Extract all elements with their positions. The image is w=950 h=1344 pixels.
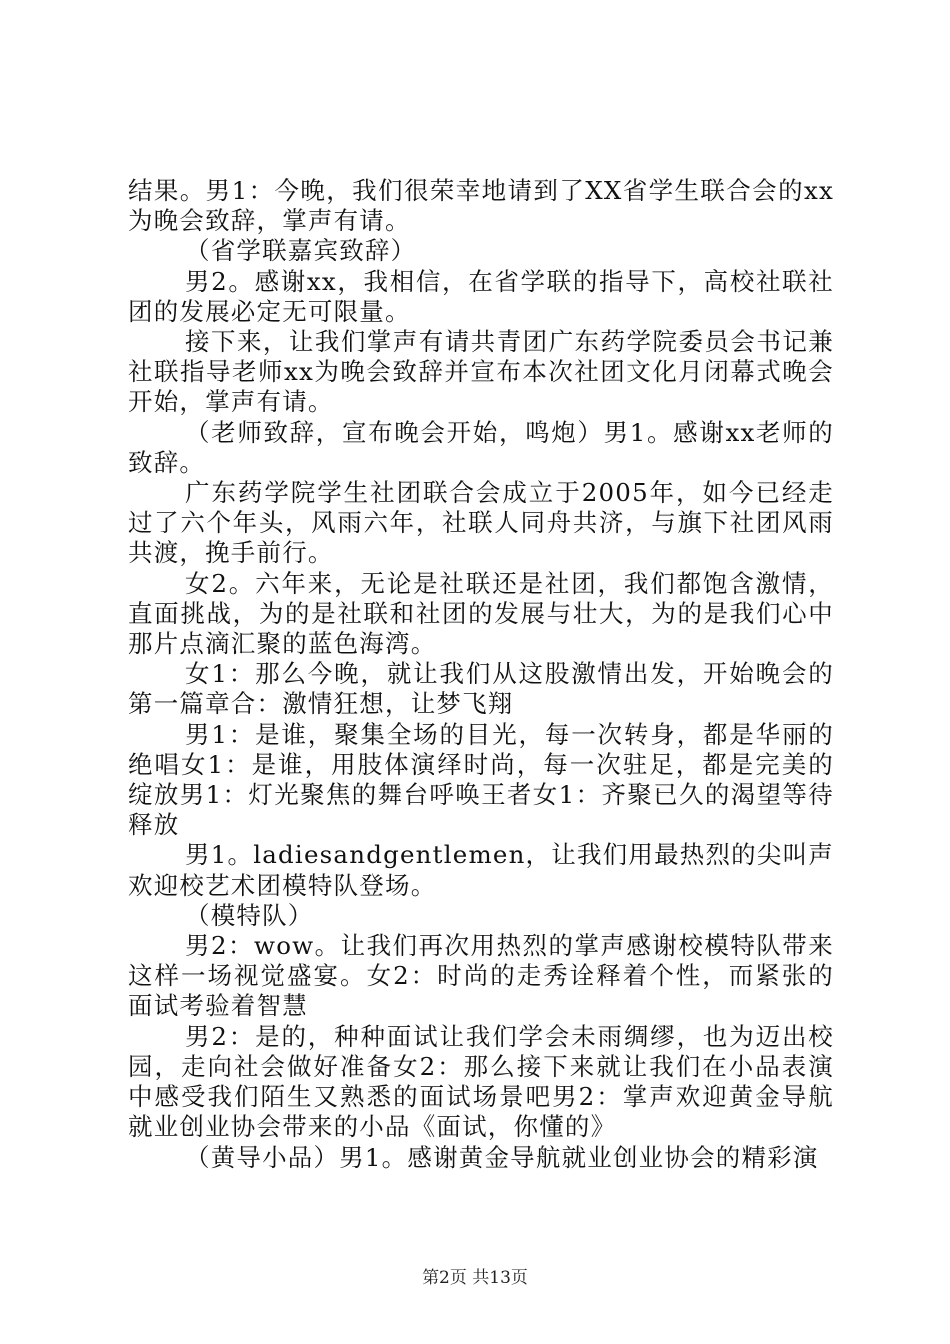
paragraph: 结果。男1：今晚，我们很荣幸地请到了XX省学生联合会的xx为晚会致辞，掌声有请。: [128, 176, 834, 236]
paragraph: 男2：是的，种种面试让我们学会未雨绸缪，也为迈出校园，走向社会做好准备女2：那么接下来就让我们在小品表演中感受我们陌生又熟悉的面试场景吧男2：掌声欢迎黄金导航就业创业协会带来的小品《面试，你懂的》: [128, 1021, 834, 1142]
paragraph: 接下来，让我们掌声有请共青团广东药学院委员会书记兼社联指导老师xx为晚会致辞并宣布本次社团文化月闭幕式晚会开始，掌声有请。: [128, 327, 834, 417]
document-body: [128, 176, 834, 1173]
paragraph: 男1：是谁，聚集全场的目光，每一次转身，都是华丽的绝唱女1：是谁，用肢体演绎时尚，每一次驻足，都是完美的绽放男1：灯光聚焦的舞台呼唤王者女1：齐聚已久的渴望等待释放: [128, 719, 834, 840]
paragraph: 男1。ladiesandgentlemen，让我们用最热烈的尖叫声欢迎校艺术团模特队登场。: [128, 840, 834, 900]
paragraph: 男2：wow。让我们再次用热烈的掌声感谢校模特队带来这样一场视觉盛宴。女2：时尚的走秀诠释着个性，而紧张的面试考验着智慧: [128, 931, 834, 1021]
paragraph: 男2。感谢xx，我相信，在省学联的指导下，高校社联社团的发展必定无可限量。: [128, 266, 834, 326]
paragraph: 广东药学院学生社团联合会成立于2005年，如今已经走过了六个年头，风雨六年，社联人同舟共济，与旗下社团风雨共渡，挽手前行。: [128, 478, 834, 568]
paragraph: 女1：那么今晚，就让我们从这股激情出发，开始晚会的第一篇章合：激情狂想，让梦飞翔: [128, 659, 834, 719]
paragraph: （省学联嘉宾致辞）: [185, 236, 417, 266]
page-number-footer: 第2页 共13页: [422, 1268, 528, 1288]
paragraph: （黄导小品）男1。感谢黄金导航就业创业协会的精彩演: [185, 1142, 819, 1172]
paragraph: （模特队）: [185, 900, 314, 930]
paragraph: （老师致辞，宣布晚会开始，鸣炮）男1。感谢xx老师的致辞。: [128, 417, 834, 477]
paragraph: 女2。六年来，无论是社联还是社团，我们都饱含激情，直面挑战，为的是社联和社团的发展与壮大，为的是我们心中那片点滴汇聚的蓝色海湾。: [128, 568, 834, 659]
